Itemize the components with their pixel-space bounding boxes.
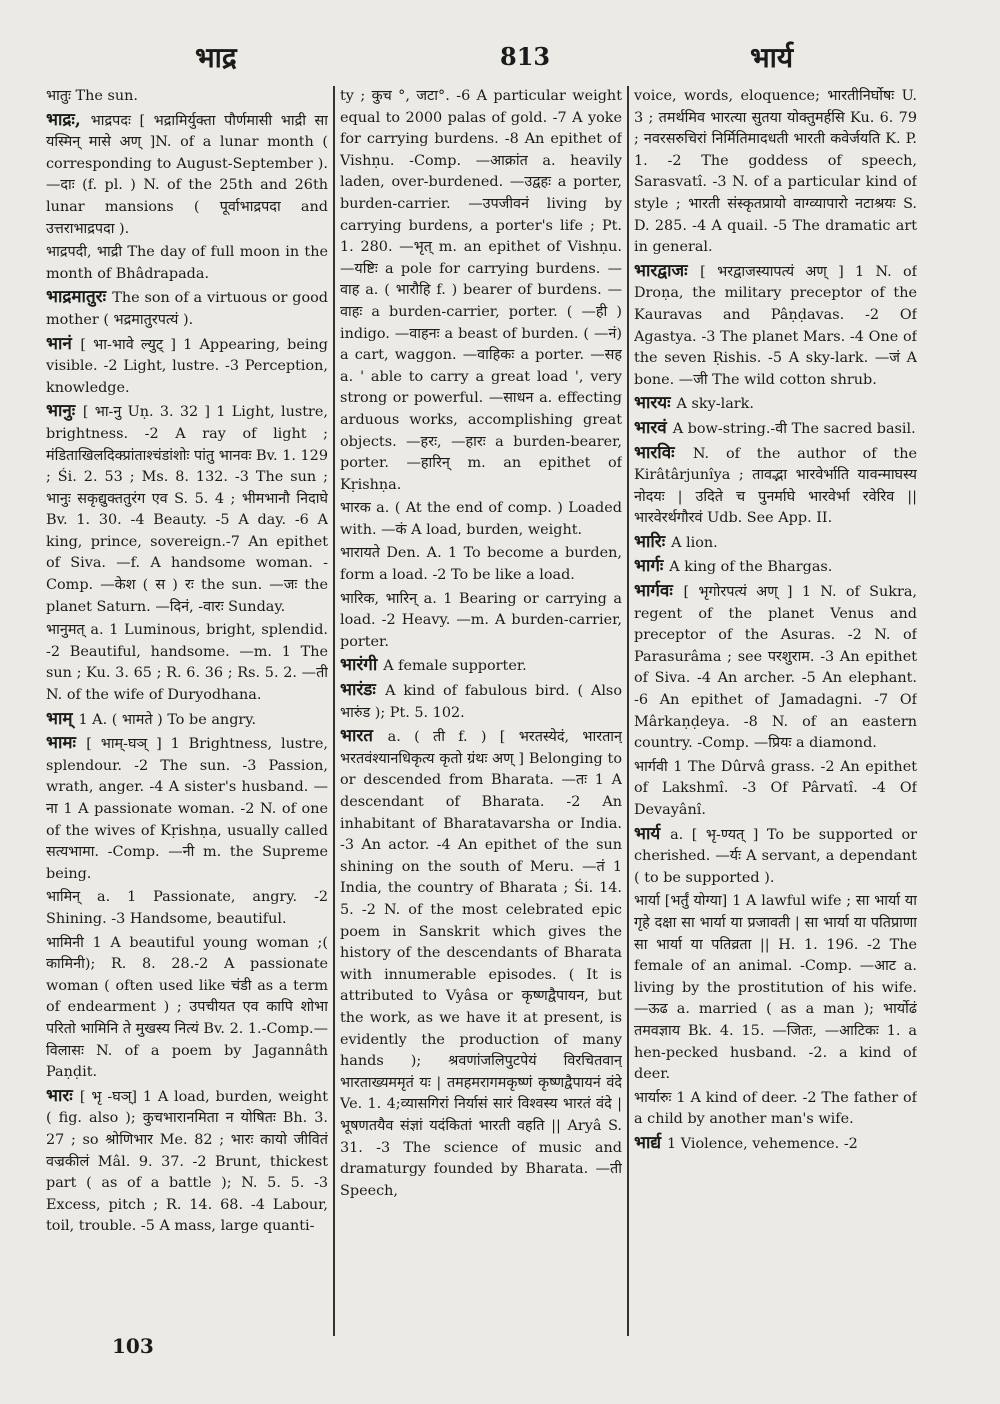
entry-headword: भानुः bbox=[46, 401, 83, 422]
dictionary-entry bbox=[634, 261, 917, 392]
dictionary-entry bbox=[340, 589, 622, 654]
entry-definition: भाद्रपदः [ भद्रामिर्युक्ता पौर्णमासी भाद्री सा यस्मिन् मासे अण् ]N. of a lunar month ( corresponding to August-September ). —दाः (f. pl. ) N. of the 25th and 26th lunar mansions ( पूर्वाभाद्रपदा and उत्तराभाद्रपदा ). bbox=[46, 112, 328, 237]
entry-headword: भाद्रः, bbox=[46, 109, 91, 130]
dictionary-entry bbox=[46, 242, 328, 285]
entry-definition: A sky-lark. bbox=[676, 396, 754, 413]
entry-headword: भाद्रमातुरः bbox=[46, 287, 113, 308]
entry-definition: 1 A. ( भामते ) To be angry. bbox=[78, 711, 257, 728]
entry-definition: A female supporter. bbox=[383, 658, 527, 675]
entry-definition: [ भा-भावे ल्युट् ] 1 Appearing, being visible. -2 Light, lustre. -3 Perception, knowledge. bbox=[46, 336, 328, 396]
dictionary-entry bbox=[634, 1133, 917, 1156]
dictionary-entry bbox=[46, 733, 328, 885]
entry-definition: a. [ भृ-ण्यत् ] To be supported or cherished. —र्यः A servant, a dependant ( to be supported ). bbox=[634, 826, 917, 886]
entry-definition: The son of a virtuous or good mother ( भद्रमातुरपत्यं ). bbox=[46, 290, 328, 328]
dictionary-entry bbox=[634, 393, 917, 416]
dictionary-entry bbox=[46, 709, 328, 732]
entry-headword: भारंडः bbox=[340, 680, 386, 701]
signature-number: 103 bbox=[112, 1334, 154, 1358]
column-divider bbox=[627, 86, 629, 1336]
entry-headword: भारः bbox=[46, 1085, 80, 1106]
dictionary-entry bbox=[46, 620, 328, 706]
page-number: 813 bbox=[500, 42, 551, 71]
dictionary-entry bbox=[46, 110, 328, 241]
dictionary-entry bbox=[46, 401, 328, 618]
entry-definition: भामिन् a. 1 Passionate, angry. -2 Shining. -3 Handsome, beautiful. bbox=[46, 889, 328, 927]
column-1 bbox=[46, 86, 328, 1356]
entry-headword: भारविः bbox=[634, 442, 693, 463]
entry-definition: भार्यारुः 1 A kind of deer. -2 The father of a child by another man's wife. bbox=[634, 1089, 917, 1128]
entry-definition: भार्गवी 1 The Dûrvâ grass. -2 An epithet of Lakshmî. -3 Of Pârvatî. -4 Of Devayânî. bbox=[634, 758, 917, 818]
entry-headword: भारवं bbox=[634, 417, 673, 438]
entry-definition: N. of the author of the Kirâtârjunîya ; तावद्भा भारवेर्भाति यावन्माघस्य नोदयः | उदिते च पुनर्माघे भारवेर्भा रवेरिव || भारवेरर्थगौरवं Udb. See App. II. bbox=[634, 445, 917, 527]
entry-definition: ty ; कुच °, जटा°. -6 A particular weight equal to 2000 palas of gold. -7 A yoke for carrying burdens. -8 An epithet of Vishṇu. -Comp. —आक्रांत a. heavily laden, over-burdened. —उद्वहः a porter, burden-carrier. —उपजीवनं living by carrying burdens, a porter's life ; Pt. 1. 280. —भृत् m. an epithet of Vishṇu. —यष्टिः a pole for carrying burdens. —वाह a. ( भारौहि f. ) bearer of burdens. —वाहः a burden-carrier, porter. ( —ही ) indigo. —वाहनः a beast of burden. ( —नं) a cart, waggon. —वाहिकः a porter. —सह a. ' able to carry a great load ', very strong or powerful. —साधन a. effecting arduous works, accomplishing great objects. —हरः, —हारः a burden-bearer, porter. —हारिन् m. an epithet of Kṛishṇa. bbox=[340, 88, 622, 493]
entry-definition: भाद्रपदी, भाद्री The day of full moon in the month of Bhâdrapada. bbox=[46, 244, 328, 282]
entry-definition: 1 Violence, vehemence. -2 bbox=[666, 1135, 858, 1152]
dictionary-entry bbox=[634, 824, 917, 890]
entry-definition: भामिनी 1 A beautiful young woman ;( कामिनी); R. 8. 28.-2 A passionate woman ( often used like चंडी as a term of endearment ) ; उपचीयत एव कापि शोभा परितो भामिनि ते मुखस्य नित्यं Bv. 2. 1.-Comp.—विलासः N. of a poem by Jagannâth Paṇḍit. bbox=[46, 934, 328, 1081]
entry-definition: [ भृगोरपत्यं अण् ] 1 N. of Sukra, regent of the planet Venus and preceptor of the Asuras. -2 N. of Parasurâma ; see परशुराम. -3 An epithet of Siva. -4 An archer. -5 An elephant. -6 An epithet of Jamadagni. -7 Of Mârkaṇḍeya. -8 N. of an eastern country. -Comp. —प्रियः a diamond. bbox=[634, 584, 917, 752]
dictionary-entry bbox=[634, 891, 917, 1085]
dictionary-entry bbox=[634, 757, 917, 822]
entry-headword: भाम् bbox=[46, 708, 79, 729]
dictionary-entry bbox=[634, 581, 917, 755]
dictionary-entry bbox=[340, 726, 622, 1202]
dictionary-entry bbox=[46, 86, 328, 108]
dictionary-entry bbox=[46, 1086, 328, 1238]
dictionary-entry bbox=[46, 887, 328, 930]
entry-headword: भारिः bbox=[634, 531, 672, 552]
dictionary-entry bbox=[634, 418, 917, 441]
entry-definition: A lion. bbox=[671, 534, 718, 551]
entry-headword: भामः bbox=[46, 733, 87, 754]
column-divider bbox=[333, 86, 335, 1336]
entry-definition: [ भरद्वाजस्यापत्यं अण् ] 1 N. of Droṇa, the military preceptor of the Kauravas and Pâṇḍavas. -2 Of Agastya. -3 The planet Mars. -4 One of the seven Ṛishis. -5 A sky-lark. —जं A bone. —जी The wild cotton shrub. bbox=[634, 263, 917, 388]
entry-definition: A bow-string.-वी The sacred basil. bbox=[672, 420, 916, 437]
dictionary-entry bbox=[634, 532, 917, 555]
entry-headword: भार्य bbox=[634, 823, 671, 844]
dictionary-entry bbox=[634, 556, 917, 579]
entry-headword: भार्द्य bbox=[634, 1132, 667, 1153]
dictionary-entry bbox=[340, 498, 622, 541]
entry-definition: voice, words, eloquence; भारतीनिर्घोषः U. 3 ; तमर्थमिव भारत्या सुतया योक्तुमर्हसि Ku. 6. 79 ; नवरसरुचिरां निर्मितिमादधती भारती कवेर्जयति K. P. 1. -2 The goddess of speech, Sarasvatî. -3 N. of a particular kind of style ; भारती संस्कृतप्रायो वाग्व्यापारो नटाश्रयः S. D. 285. -4 A quail. -5 The dramatic art in general. bbox=[634, 88, 917, 256]
column-2 bbox=[340, 86, 622, 1356]
dictionary-entry bbox=[340, 543, 622, 586]
entry-definition: a. ( ती f. ) [ भरतस्येदं, भारतान् भरतवंश्यानधिकृत्य कृतो ग्रंथः अण् ] Belonging to or descended from Bharata. —तः 1 A descendant of Bharata. -2 An inhabitant of Bharatavarsha or India. -3 An actor. -4 An epithet of the sun shining on the south of Meru. —तं 1 India, the country of Bharata ; Śi. 14. 5. -2 N. of the most celebrated epic poem in Sanskrit which gives the history of the descendants of Bharata with innumerable episodes. ( It is attributed to Vyâsa or कृष्णद्वैपायन, but the work, as we have it at present, is evidently the production of many hands ); श्रवणांजलिपुटपेयं विरचितवान् भारताख्यममृतं यः | तमहमरागमकृष्णं कृष्णद्वैपायनं वंदे Ve. 1. 4;व्यासगिरां निर्यासं सारं विश्वस्य भारतं वंदे | भूषणतयैव संज्ञां यदंकितां भारती वहति || Aryâ S. 31. -3 The science of music and dramaturgy founded by Bharata. —ती Speech, bbox=[340, 729, 622, 1199]
dictionary-entry bbox=[340, 86, 622, 496]
dictionary-entry bbox=[634, 1088, 917, 1131]
dictionary-entry bbox=[634, 86, 917, 259]
column-3 bbox=[634, 86, 917, 1356]
entry-headword: भारंगी bbox=[340, 655, 384, 676]
dictionary-entry bbox=[340, 655, 622, 678]
entry-headword: भारद्वाजः bbox=[634, 260, 701, 281]
dictionary-entry bbox=[340, 680, 622, 724]
dictionary-entry bbox=[46, 287, 328, 331]
dictionary-entry bbox=[46, 334, 328, 400]
left-running-headword: भाद्र bbox=[195, 41, 237, 74]
entry-definition: भारायते Den. A. 1 To become a burden, form a load. -2 To be like a load. bbox=[340, 545, 622, 584]
entry-definition: A kind of fabulous bird. ( Also भारुंड ); Pt. 5. 102. bbox=[340, 683, 622, 721]
entry-headword: भानं bbox=[46, 333, 81, 354]
entry-definition: [ भा-नु Uṇ. 3. 32 ] 1 Light, lustre, brightness. -2 A ray of light ; मंडिताखिलदिक्प्रांताश्चंडांशोः पांतु भानवः Bv. 1. 129 ; Śi. 2. 53 ; Ms. 8. 132. -3 The sun ; भानुः सकृद्युक्ततुरंग एव S. 5. 4 ; भीमभानौ निदाघे Bv. 1. 30. -4 Beauty. -5 A day. -6 A king, prince, sovereign.-7 An epithet of Siva. —f. A handsome woman. -Comp. —केश ( स ) रः the sun. —जः the planet Saturn. —दिनं, -वारः Sunday. bbox=[46, 404, 328, 615]
dictionary-entry bbox=[46, 933, 328, 1084]
page-header bbox=[40, 38, 960, 78]
entry-headword: भार्गः bbox=[634, 556, 670, 577]
right-running-headword: भार्य bbox=[750, 41, 794, 74]
entry-definition: भानुमत् a. 1 Luminous, bright, splendid. -2 Beautiful, handsome. —m. 1 The sun ; Ku. 3. 65 ; R. 6. 36 ; Rs. 5. 2. —ती N. of the wife of Duryodhana. bbox=[46, 622, 328, 704]
entry-definition: [ भाम्-घञ् ] 1 Brightness, lustre, splendour. -2 The sun. -3 Passion, wrath, anger. -4 A sister's husband. —ना 1 A passionate woman. -2 N. of one of the wives of Kṛishṇa, usually called सत्यभामा. -Comp. —नी m. the Supreme being. bbox=[46, 736, 328, 882]
entry-definition: A king of the Bhargas. bbox=[669, 559, 833, 576]
entry-definition: भारक a. ( At the end of comp. ) Loaded with. —कं A load, burden, weight. bbox=[340, 500, 622, 538]
entry-definition: भातुः The sun. bbox=[46, 88, 138, 104]
entry-headword: भारयः bbox=[634, 393, 677, 414]
entry-headword: भार्गवः bbox=[634, 581, 684, 602]
entry-definition: [ भृ -घञ्] 1 A load, burden, weight ( fig. also ); कुचभारानमिता न योषितः Bh. 3. 27 ; so श्रोणिभार Me. 82 ; भारः कायो जीवितं वज्रकीलं Mâl. 9. 37. -2 Brunt, thickest part ( as of a battle ); N. 5. 5. -3 Excess, pitch ; R. 14. 68. -4 Labour, toil, trouble. -5 A mass, large quanti- bbox=[46, 1088, 328, 1235]
entry-definition: भारिक, भारिन् a. 1 Bearing or carrying a load. -2 Heavy. —m. A burden-carrier, porter. bbox=[340, 590, 622, 650]
entry-headword: भारत bbox=[340, 726, 388, 747]
dictionary-entry bbox=[634, 443, 917, 530]
entry-definition: भार्या [भर्तुं योग्या] 1 A lawful wife ; सा भार्या या गृहे दक्षा सा भार्या या प्रजावती | सा भार्या या पतिप्राणा सा भार्या या पतिव्रता || H. 1. 196. -2 The female of an animal. -Comp. —आट a. living by the prostitution of his wife. —ऊढ a. married ( as a man ); भार्योढं तमवज्ञाय Bk. 4. 15. —जितः, —आटिकः 1. a hen-pecked husband. -2. a kind of deer. bbox=[634, 893, 917, 1083]
